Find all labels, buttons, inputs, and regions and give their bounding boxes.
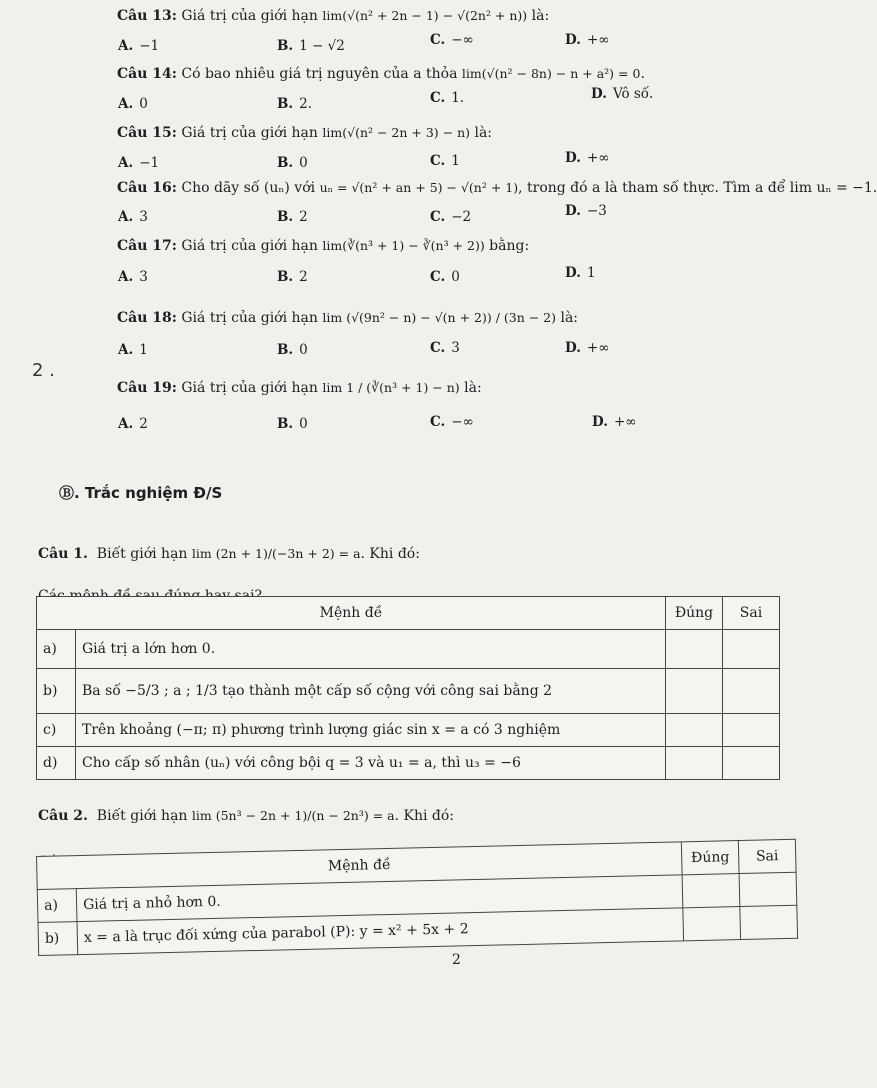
tf1-header-statement: Mệnh đề	[37, 597, 666, 630]
tf1-b-false-cell[interactable]	[723, 669, 780, 714]
q14-option-a: A. 0	[118, 96, 148, 112]
tf-question-1: Câu 1. Biết giới hạn lim (2n + 1)/(−3n + 2) = a. Khi đó:	[38, 546, 420, 562]
tf1-row-statement: Ba số −5/3 ; a ; 1/3 tạo thành một cấp số cộng với công sai bằng 2	[76, 669, 666, 714]
q16-option-d: D. −3	[565, 203, 607, 219]
tf1-c-false-cell[interactable]	[723, 714, 780, 747]
q19-option-d: D. +∞	[592, 414, 637, 430]
q13-option-c: C. −∞	[430, 32, 474, 48]
question-19: Câu 19: Giá trị của giới hạn lim 1 / (∛(n³ + 1) − n) là:	[117, 380, 482, 396]
tf2-b-true-cell[interactable]	[683, 907, 741, 941]
q13-option-b: B. 1 − √2	[277, 38, 345, 54]
q14-option-d: D. Vô số.	[591, 86, 654, 102]
q14-option-b: B. 2.	[277, 96, 313, 112]
q17-option-a: A. 3	[118, 269, 148, 285]
question-14: Câu 14: Có bao nhiêu giá trị nguyên của a thỏa lim(√(n² − 8n) − n + a²) = 0.	[117, 66, 645, 82]
q13-option-d: D. +∞	[565, 32, 610, 48]
q14-option-c: C. 1.	[430, 90, 465, 106]
tf1-d-false-cell[interactable]	[723, 747, 780, 780]
tf1-a-true-cell[interactable]	[666, 630, 723, 669]
question-18: Câu 18: Giá trị của giới hạn lim (√(9n² − n) − √(n + 2)) / (3n − 2) là:	[117, 310, 579, 326]
q16-option-a: A. 3	[118, 209, 148, 225]
tf2-header-statement: Mệnh đề	[37, 842, 683, 890]
tf1-row-key: b)	[37, 669, 76, 714]
tf1-row-statement: Cho cấp số nhân (uₙ) với công bội q = 3 và u₁ = a, thì u₃ = −6	[76, 747, 666, 780]
q19-option-b: B. 0	[277, 416, 308, 432]
table-row	[37, 669, 780, 714]
tf1-d-true-cell[interactable]	[666, 747, 723, 780]
q18-option-a: A. 1	[118, 342, 148, 358]
tf2-row-key: b)	[38, 922, 78, 956]
tf1-row-statement: Giá trị a lớn hơn 0.	[76, 630, 666, 669]
table-row	[37, 630, 780, 669]
question-13: Câu 13: Giá trị của giới hạn lim(√(n² + 2n − 1) − √(2n² + n)) là:	[117, 8, 550, 24]
tf1-header-false: Sai	[723, 597, 780, 630]
tf2-header-false: Sai	[738, 839, 796, 873]
q16-option-c: C. −2	[430, 209, 472, 225]
tf2-row-statement: Giá trị a nhỏ hơn 0.	[76, 875, 683, 922]
question-15: Câu 15: Giá trị của giới hạn lim(√(n² − 2n + 3) − n) là:	[117, 125, 493, 141]
tf2-table	[36, 839, 798, 956]
q18-option-d: D. +∞	[565, 340, 610, 356]
q17-option-d: D. 1	[565, 265, 596, 281]
tf1-header-true: Đúng	[666, 597, 723, 630]
page-number: 2	[452, 952, 461, 968]
q17-option-c: C. 0	[430, 269, 460, 285]
tf1-c-true-cell[interactable]	[666, 714, 723, 747]
q17-option-b: B. 2	[277, 269, 308, 285]
q15-option-d: D. +∞	[565, 150, 610, 166]
tf1-header-row	[37, 597, 780, 630]
tf1-row-key: d)	[37, 747, 76, 780]
tf1-row-key: a)	[37, 630, 76, 669]
table-row	[37, 747, 780, 780]
tf2-a-true-cell[interactable]	[682, 874, 740, 908]
tf1-table	[36, 596, 780, 780]
question-16: Câu 16: Cho dãy số (uₙ) với uₙ = √(n² + an + 5) − √(n² + 1), trong đó a là tham số thực. Tìm a để lim uₙ = −1.	[117, 180, 877, 196]
q15-option-c: C. 1	[430, 153, 460, 169]
tf2-row-statement: x = a là trục đối xứng của parabol (P): y = x² + 5x + 2	[77, 908, 684, 955]
section-title: Ⓑ. Trắc nghiệm Đ/S	[59, 484, 223, 502]
tf1-row-statement: Trên khoảng (−π; π) phương trình lượng giác sin x = a có 3 nghiệm	[76, 714, 666, 747]
tf2-a-false-cell[interactable]	[739, 872, 797, 906]
tf2-header-true: Đúng	[681, 841, 739, 875]
tf1-b-true-cell[interactable]	[666, 669, 723, 714]
q15-option-a: A. −1	[118, 155, 160, 171]
tf2-row-key: a)	[37, 889, 77, 923]
table-row	[37, 714, 780, 747]
q18-option-b: B. 0	[277, 342, 308, 358]
handwritten-mark: 2 .	[32, 360, 55, 381]
q13-option-a: A. −1	[118, 38, 160, 54]
tf-question-2: Câu 2. Biết giới hạn lim (5n³ − 2n + 1)/(n − 2n³) = a. Khi đó:	[38, 808, 455, 824]
question-17: Câu 17: Giá trị của giới hạn lim(∛(n³ + 1) − ∛(n³ + 2)) bằng:	[117, 238, 530, 254]
q15-option-b: B. 0	[277, 155, 308, 171]
q16-option-b: B. 2	[277, 209, 308, 225]
tf1-row-key: c)	[37, 714, 76, 747]
q19-option-a: A. 2	[118, 416, 148, 432]
tf1-a-false-cell[interactable]	[723, 630, 780, 669]
tf2-b-false-cell[interactable]	[740, 905, 798, 939]
q18-option-c: C. 3	[430, 340, 460, 356]
q19-option-c: C. −∞	[430, 414, 474, 430]
